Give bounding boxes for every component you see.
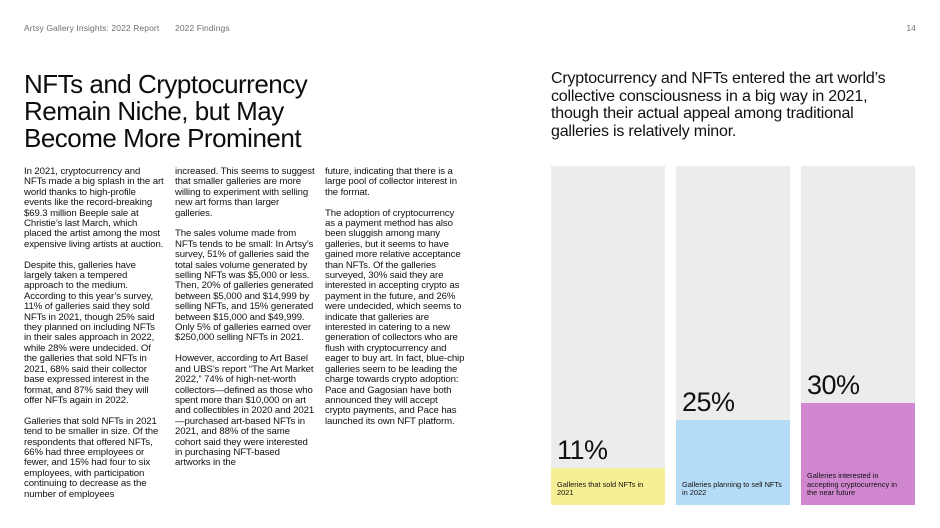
paragraph: In 2021, cryptocurrency and NFTs made a big splash in the art world thanks to high-profile events like the record-breaking $69.3 million Beeple sale at Christie’s last March, which placed the artist among the most expensive living artists at auction. [24,166,164,250]
bar-category-label: Galleries that sold NFTs in 2021 [557,479,644,498]
page-title: NFTs and Cryptocurrency Remain Niche, but May Become More Prominent [24,69,308,153]
chart-lede: Cryptocurrency and NFTs entered the art world’s collective consciousness in a big way in 2021, though their actual appeal among traditional galleries is relatively minor. [551,70,886,140]
body-column-2 [175,167,315,479]
page-number: 14 [906,23,916,33]
bar-track [676,166,790,505]
bar-category-label: Galleries interested in accepting cryptocurrency in the near future [807,471,897,498]
paragraph: However, according to Art Basel and UBS’s report “The Art Market 2022,” 74% of high-net-worth collectors—defined as those who spent more than $10,000 on art and collectibles in 2020 and 2021—purchased art-based NFTs in 2021, and 88% of the same cohort said they were interested in purchasing NFT-based artworks in the [175,353,315,469]
body-column-3 [325,167,465,438]
paragraph: The adoption of cryptocurrency as a payment method has also been sluggish among many galleries, but it seems to have gained more relative acceptance than NFTs. Of the galleries surveyed, 30% said they are interested in accepting crypto as payment in the future, and 26% were undecided, which seems to indicate that galleries are interested in catering to a new generation of collectors who are flush with cryptocurrency and eager to buy art. In fact, blue-chip galleries seem to be leading the charge towards crypto adoption: Pace and Gagosian have both announced they will accept crypto payments, and Pace has launched its own NFT platform. [325,207,465,427]
paragraph: The sales volume made from NFTs tends to be small: In Artsy’s survey, 51% of galleries said the total sales volume generated by selling NFTs was $5,000 or less. Then, 20% of galleries generated between $5,000 and $14,999 by selling NFTs, and 15% generated between $15,000 and $49,999. Only 5% of galleries earned over $250,000 selling NFTs in 2021. [175,228,314,344]
paragraph: Galleries that sold NFTs in 2021 tend to be smaller in size. Of the respondents that offered NFTs, 66% had three employees or fewer, and 15% had four to six employees, with participation continuing to decrease as the number of employees [24,415,159,500]
body-column-1 [24,167,164,510]
bar-category-label: Galleries planning to sell NFTs in 2022 [682,479,782,498]
bar-value-label: 25% [682,387,735,417]
report-title: Artsy Gallery Insights: 2022 Report [24,23,160,33]
bar-value-label: 11% [557,435,608,465]
paragraph: increased. This seems to suggest that smaller galleries are more willing to experiment with selling new art forms than larger galleries. [175,166,315,219]
bar-track [551,166,665,505]
paragraph: future, indicating that there is a large pool of collector interest in the format. [325,166,457,198]
section-label: 2022 Findings [175,23,230,33]
bar-track [801,166,915,505]
bar-value-label: 30% [807,370,860,400]
paragraph: Despite this, galleries have largely taken a tempered approach to the medium. According to this year’s survey, 11% of galleries said they sold NFTs in 2021, though 25% said they planned on including NFTs in their sales approach in 2022, while 28% were undecided. Of the galleries that sold NFTs in 2021, 68% said their collector base expressed interest in the format, and 87% said they will offer NFTs again in 2022. [24,259,155,406]
